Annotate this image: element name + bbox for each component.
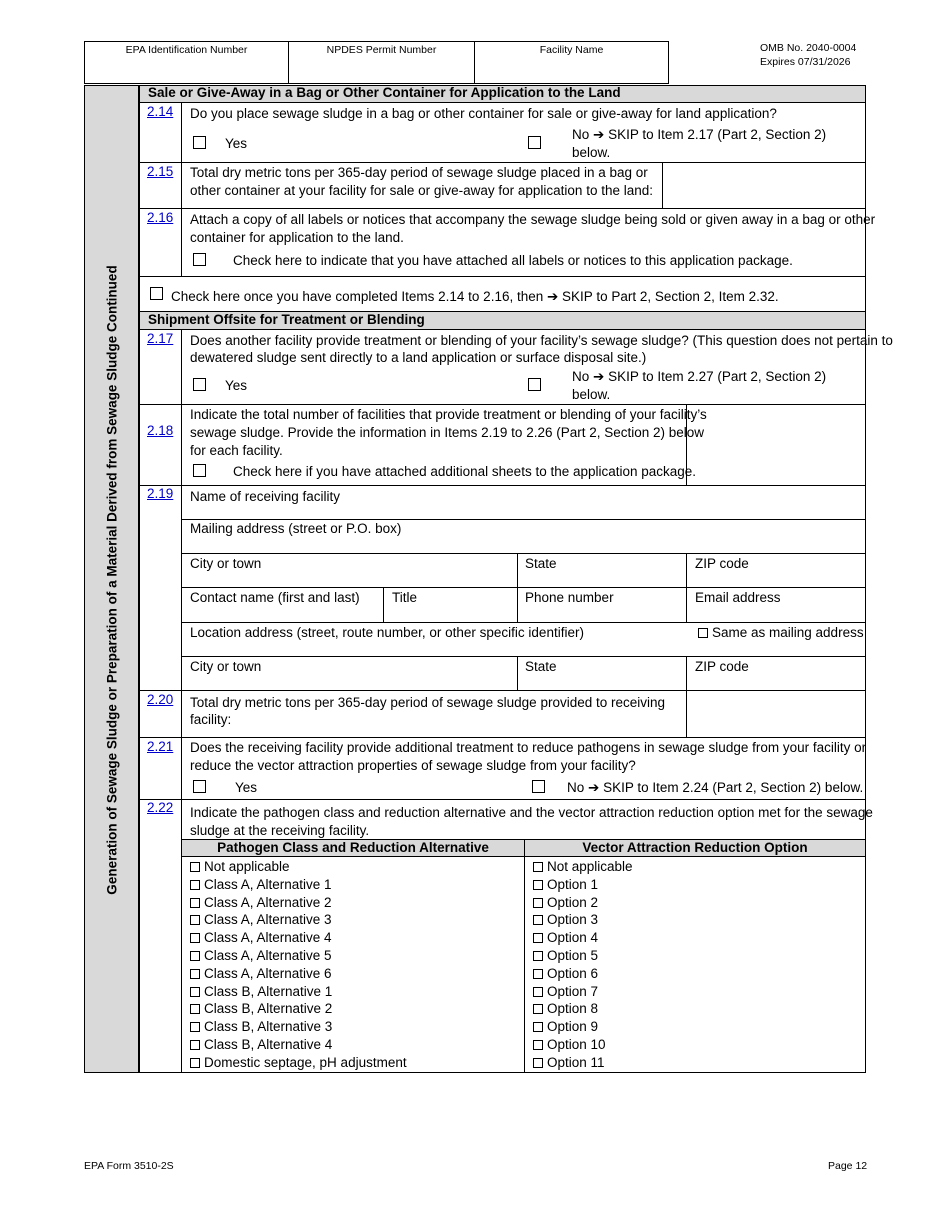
- vector-option[interactable]: [533, 947, 598, 965]
- pathogen-checkbox[interactable]: [190, 1040, 200, 1050]
- contact-name-label: Contact name (first and last): [190, 590, 360, 605]
- vector-option-label: Option 1: [547, 876, 599, 892]
- pathogen-option[interactable]: [190, 1018, 332, 1036]
- divider: [139, 208, 866, 209]
- pathogen-option[interactable]: [190, 858, 290, 876]
- pathogen-checkbox[interactable]: [190, 987, 200, 997]
- facility-count-input-2-18[interactable]: [687, 405, 865, 484]
- vector-checkbox[interactable]: [533, 880, 543, 890]
- no-label-2-21: No ➔ SKIP to Item 2.24 (Part 2, Section 2) below.: [567, 780, 864, 795]
- item-number-2-20[interactable]: 2.20: [147, 692, 174, 707]
- vector-option[interactable]: [533, 858, 633, 876]
- divider: [181, 856, 866, 857]
- omb-info: [760, 41, 856, 69]
- zip-label: ZIP code: [695, 556, 749, 571]
- additional-sheets-label: Check here if you have attached additional sheets to the application package.: [233, 464, 697, 479]
- question-2-17-line1: Does another facility provide treatment or blending of your facility’s sewage sludge? (This question does not pertain to: [190, 333, 893, 348]
- pathogen-option[interactable]: [190, 911, 332, 929]
- question-2-15-line1: Total dry metric tons per 365-day period of sewage sludge placed in a bag or: [190, 165, 648, 180]
- facility-name-label: Facility Name: [539, 44, 604, 56]
- pathogen-option[interactable]: [190, 1054, 407, 1072]
- divider: [139, 485, 866, 486]
- epa-id-label: EPA Identification Number: [125, 44, 248, 56]
- pathogen-option-label: Class A, Alternative 4: [204, 930, 332, 946]
- vector-option-label: Option 8: [547, 1001, 599, 1017]
- item-number-2-22[interactable]: 2.22: [147, 800, 174, 815]
- item-number-2-16[interactable]: 2.16: [147, 210, 174, 225]
- pathogen-option-label: Class A, Alternative 2: [204, 894, 332, 910]
- city-label: City or town: [190, 556, 262, 571]
- yes-checkbox-2-21[interactable]: [193, 780, 206, 793]
- question-2-16-line2: container for application to the land.: [190, 230, 404, 245]
- divider: [181, 622, 866, 623]
- vector-option[interactable]: [533, 1054, 605, 1072]
- item-number-2-14[interactable]: 2.14: [147, 104, 174, 119]
- vector-option-label: Option 11: [547, 1054, 605, 1070]
- vector-checkbox[interactable]: [533, 1040, 543, 1050]
- divider: [181, 656, 866, 657]
- no-checkbox-2-21[interactable]: [532, 780, 545, 793]
- divider: [181, 102, 182, 276]
- pathogen-checkbox[interactable]: [190, 880, 200, 890]
- email-label: Email address: [695, 590, 781, 605]
- no-label-2-17: No ➔ SKIP to Item 2.27 (Part 2, Section 2): [572, 369, 827, 384]
- vector-option[interactable]: [533, 911, 598, 929]
- divider: [139, 102, 866, 103]
- vector-checkbox[interactable]: [533, 1058, 543, 1068]
- state-label-2: State: [525, 659, 557, 674]
- no-checkbox-2-17[interactable]: [528, 378, 541, 391]
- no-label-2-14-cont: below.: [572, 145, 611, 160]
- pathogen-option-label: Class B, Alternative 3: [204, 1019, 333, 1035]
- divider: [524, 839, 525, 1073]
- page-number: Page 12: [828, 1160, 868, 1172]
- pathogen-option[interactable]: [190, 1036, 332, 1054]
- vector-option-label: Option 4: [547, 930, 599, 946]
- pathogen-checkbox[interactable]: [190, 915, 200, 925]
- same-as-mailing-label: Same as mailing address: [712, 625, 864, 640]
- pathogen-option-label: Class B, Alternative 2: [204, 1001, 333, 1017]
- vector-option-label: Option 10: [547, 1037, 606, 1052]
- vector-checkbox[interactable]: [533, 915, 543, 925]
- title-label: Title: [392, 590, 418, 605]
- pathogen-option-label: Class B, Alternative 4: [204, 1037, 333, 1052]
- pathogen-option-label: Not applicable: [204, 859, 290, 874]
- vector-option-label: Not applicable: [547, 859, 633, 874]
- question-2-16-line1: Attach a copy of all labels or notices that accompany the sewage sludge being sold or given away in a bag or other: [190, 212, 876, 227]
- vector-option[interactable]: [533, 1036, 606, 1054]
- vector-checkbox[interactable]: [533, 1004, 543, 1014]
- pathogen-option[interactable]: [190, 947, 332, 965]
- pathogen-option[interactable]: [190, 876, 332, 894]
- vector-option-label: Option 2: [547, 894, 599, 910]
- divider: [139, 329, 866, 330]
- vector-checkbox[interactable]: [533, 951, 543, 961]
- pathogen-option[interactable]: [190, 983, 332, 1001]
- completed-2-14-2-16-label: Check here once you have completed Items 2.14 to 2.16, then ➔ SKIP to Part 2, Section 2, Item 2.32.: [171, 289, 779, 304]
- npdes-permit-field[interactable]: [288, 41, 475, 84]
- epa-id-field[interactable]: [84, 41, 289, 84]
- question-2-20-line2: facility:: [190, 712, 232, 727]
- vector-option-label: Option 7: [547, 983, 599, 999]
- vector-checkbox[interactable]: [533, 987, 543, 997]
- item-number-2-18[interactable]: 2.18: [147, 423, 174, 438]
- vector-option[interactable]: [533, 876, 598, 894]
- divider: [139, 799, 866, 800]
- receiving-facility-name-label: Name of receiving facility: [190, 489, 341, 504]
- additional-sheets-checkbox[interactable]: [193, 464, 206, 477]
- item-number-2-21[interactable]: 2.21: [147, 739, 174, 754]
- pathogen-checkbox[interactable]: [190, 1004, 200, 1014]
- vector-option[interactable]: [533, 965, 598, 983]
- question-2-21-line2: reduce the vector attraction properties of sewage sludge from your facility?: [190, 758, 636, 773]
- same-as-mailing-option[interactable]: [698, 624, 864, 642]
- labels-attached-checkbox[interactable]: [193, 253, 206, 266]
- pathogen-option[interactable]: [190, 894, 332, 912]
- section-title-bag: Sale or Give-Away in a Bag or Other Container for Application to the Land: [148, 85, 621, 100]
- omb-number: OMB No. 2040-0004: [760, 42, 857, 54]
- vector-checkbox[interactable]: [533, 1022, 543, 1032]
- pathogen-checkbox[interactable]: [190, 951, 200, 961]
- question-2-20-line1: Total dry metric tons per 365-day period of sewage sludge provided to receiving: [190, 695, 666, 710]
- pathogen-option-label: Domestic septage, pH adjustment: [204, 1054, 407, 1070]
- vector-option[interactable]: [533, 1000, 598, 1018]
- pathogen-checkbox[interactable]: [190, 1058, 200, 1068]
- phone-label: Phone number: [525, 590, 614, 605]
- city-label-2: City or town: [190, 659, 262, 674]
- yes-label-2-17: Yes: [225, 378, 248, 393]
- zip-label-2: ZIP code: [695, 659, 749, 674]
- no-checkbox-2-14[interactable]: [528, 136, 541, 149]
- divider: [383, 587, 384, 622]
- same-as-mailing-checkbox[interactable]: [698, 628, 708, 638]
- section-title-shipment: Shipment Offsite for Treatment or Blending: [148, 312, 425, 327]
- pathogen-option-label: Class B, Alternative 1: [204, 983, 333, 999]
- vector-option-label: Option 9: [547, 1019, 599, 1035]
- yes-checkbox-2-17[interactable]: [193, 378, 206, 391]
- vector-option-label: Option 5: [547, 948, 599, 963]
- no-label-2-14: No ➔ SKIP to Item 2.17 (Part 2, Section 2): [572, 127, 827, 142]
- item-number-2-19[interactable]: 2.19: [147, 486, 174, 501]
- vector-checkbox[interactable]: [533, 969, 543, 979]
- vector-checkbox[interactable]: [533, 898, 543, 908]
- pathogen-option[interactable]: [190, 965, 332, 983]
- pathogen-checkbox[interactable]: [190, 1022, 200, 1032]
- question-2-21-line1: Does the receiving facility provide additional treatment to reduce pathogens in sewage sludge from your facility or: [190, 740, 867, 755]
- tons-input-2-20[interactable]: [687, 691, 865, 736]
- completed-2-14-2-16-checkbox[interactable]: [150, 287, 163, 300]
- no-label-2-17-cont: below.: [572, 387, 611, 402]
- question-2-22-line2: sludge at the receiving facility.: [190, 823, 370, 838]
- question-2-14: Do you place sewage sludge in a bag or other container for sale or give-away for land application?: [190, 106, 777, 121]
- question-2-18-line2: sewage sludge. Provide the information in Items 2.19 to 2.26 (Part 2, Section 2) below: [190, 425, 705, 440]
- vector-option-label: Option 3: [547, 912, 599, 928]
- pathogen-checkbox[interactable]: [190, 933, 200, 943]
- divider: [139, 737, 866, 738]
- vector-checkbox[interactable]: [533, 933, 543, 943]
- vector-option[interactable]: [533, 929, 598, 947]
- divider: [181, 587, 866, 588]
- pathogen-checkbox[interactable]: [190, 862, 200, 872]
- yes-label-2-21: Yes: [235, 780, 258, 795]
- pathogen-option[interactable]: [190, 929, 332, 947]
- state-label: State: [525, 556, 557, 571]
- vector-option[interactable]: [533, 1018, 598, 1036]
- pathogen-option[interactable]: [190, 1000, 332, 1018]
- yes-label-2-14: Yes: [225, 136, 248, 151]
- yes-checkbox-2-14[interactable]: [193, 136, 206, 149]
- pathogen-option-label: Class A, Alternative 1: [204, 876, 332, 892]
- pathogen-checkbox[interactable]: [190, 898, 200, 908]
- pathogen-option-label: Class A, Alternative 6: [204, 965, 332, 981]
- omb-expires: Expires 07/31/2026: [760, 56, 851, 68]
- mailing-address-label: Mailing address (street or P.O. box): [190, 521, 402, 536]
- question-2-18-line3: for each facility.: [190, 443, 283, 458]
- divider: [686, 656, 687, 690]
- pathogen-option-label: Class A, Alternative 3: [204, 912, 332, 928]
- question-2-18-line1: Indicate the total number of facilities that provide treatment or blending of your facility’s: [190, 407, 707, 422]
- item-number-2-17[interactable]: 2.17: [147, 331, 174, 346]
- question-2-17-line2: dewatered sludge sent directly to a land application or surface disposal site.): [190, 350, 647, 365]
- question-2-15-line2: other container at your facility for sale or give-away for application to the land:: [190, 183, 653, 198]
- vector-option[interactable]: [533, 983, 598, 1001]
- divider: [139, 276, 866, 277]
- pathogen-checkbox[interactable]: [190, 969, 200, 979]
- location-address-label: Location address (street, route number, or other specific identifier): [190, 625, 584, 640]
- pathogen-header: Pathogen Class and Reduction Alternative: [217, 840, 489, 855]
- pathogen-option-label: Class A, Alternative 5: [204, 948, 332, 963]
- divider: [517, 656, 518, 690]
- section-sidebar: [84, 85, 139, 1073]
- vector-option[interactable]: [533, 894, 598, 912]
- question-2-22-line1: Indicate the pathogen class and reduction alternative and the vector attraction reduction option met for the sewage: [190, 805, 873, 820]
- tons-input-2-15[interactable]: [663, 163, 865, 207]
- form-number: EPA Form 3510-2S: [84, 1160, 174, 1172]
- labels-attached-label: Check here to indicate that you have attached all labels or notices to this application package.: [233, 253, 793, 268]
- divider: [181, 553, 866, 554]
- item-number-2-15[interactable]: 2.15: [147, 164, 174, 179]
- divider: [181, 329, 182, 1073]
- vector-option-label: Option 6: [547, 965, 599, 981]
- npdes-permit-label: NPDES Permit Number: [326, 44, 437, 56]
- sidebar-title: Generation of Sewage Sludge or Preparation of a Material Derived from Sewage Sludge Continued: [104, 265, 120, 895]
- vector-header: Vector Attraction Reduction Option: [582, 840, 808, 855]
- facility-name-field[interactable]: [474, 41, 669, 84]
- vector-checkbox[interactable]: [533, 862, 543, 872]
